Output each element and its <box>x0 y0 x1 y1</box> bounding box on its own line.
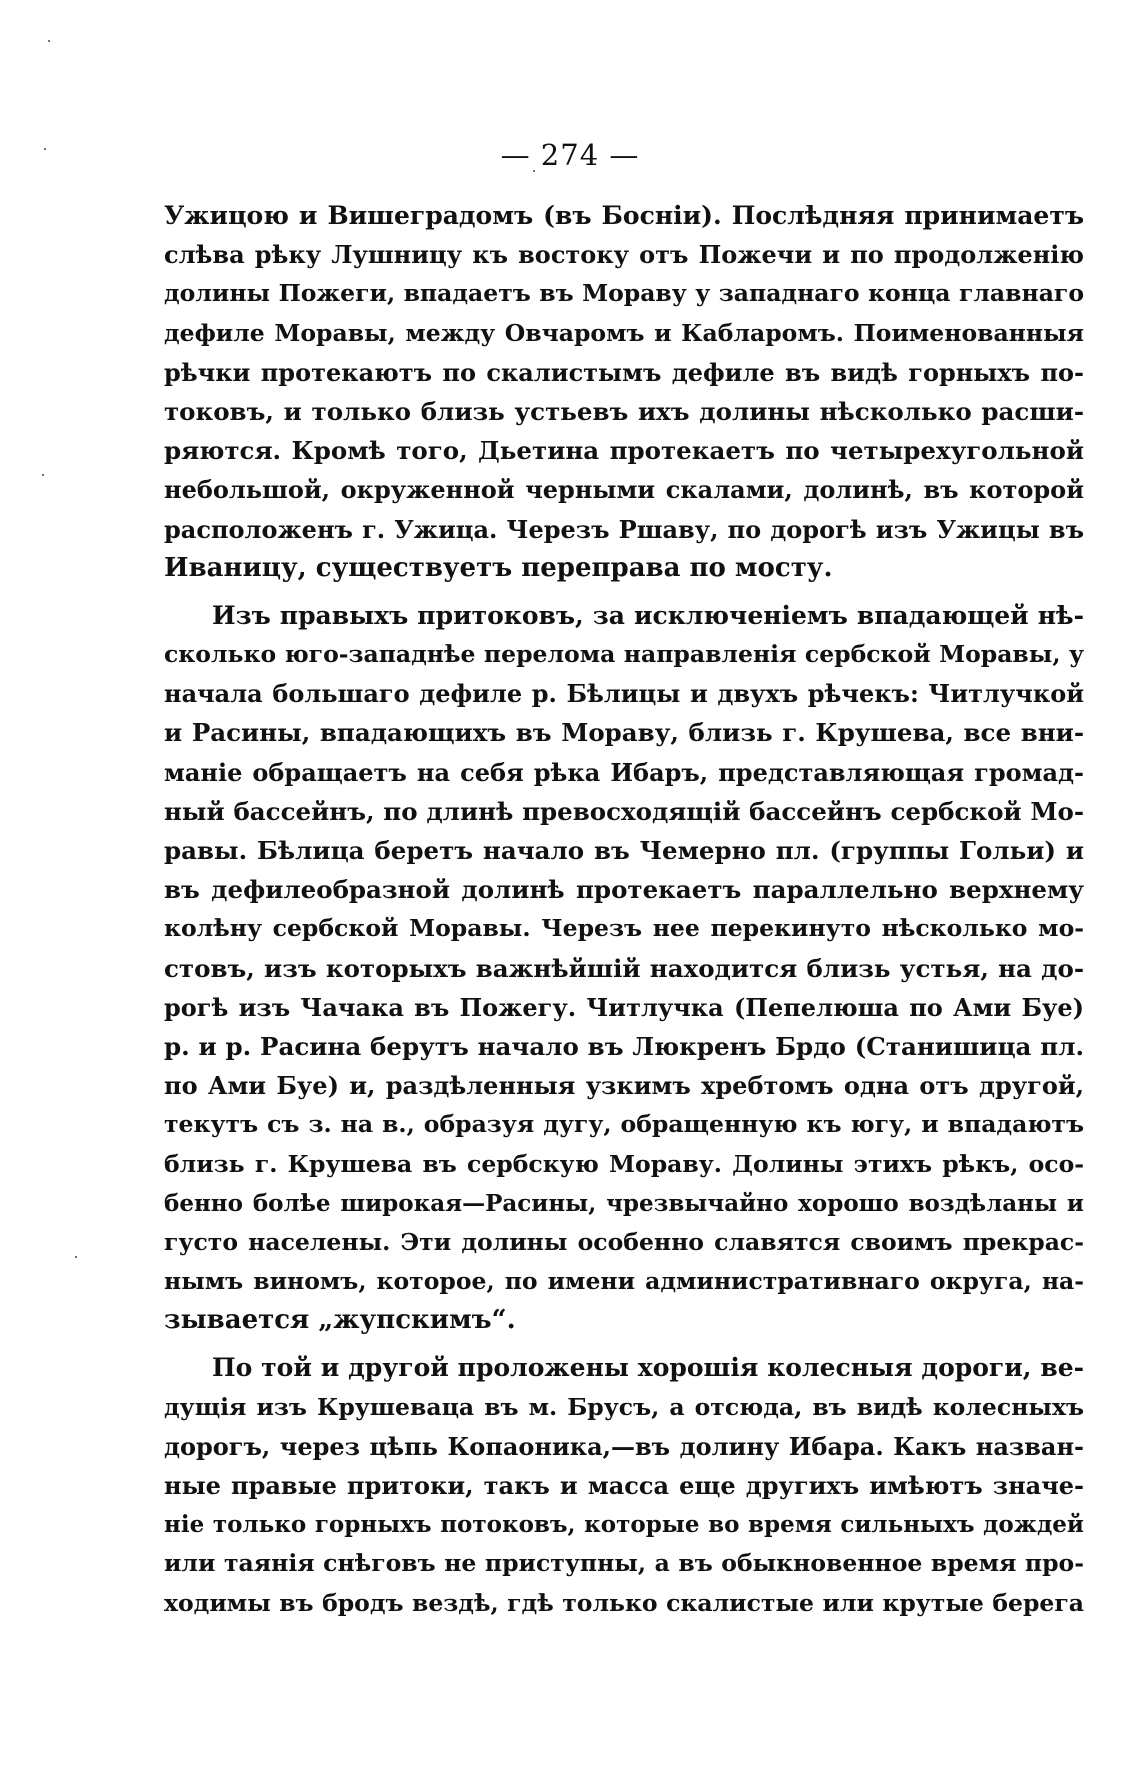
paragraph-2 <box>164 596 1084 1341</box>
text-line: по Ами Буе) и, раздѣленныя узкимъ хребтомъ одна отъ другой, <box>164 1071 1084 1101</box>
text-line: нымъ виномъ, которое, по имени административнаго округа, на- <box>164 1267 1084 1296</box>
text-body <box>164 196 1084 1623</box>
text-line: ходимы въ бродъ вездѣ, гдѣ только скалистые или крутые берега <box>164 1588 1084 1617</box>
text-line: долины Пожеги, впадаетъ въ Мораву у западнаго конца главнаго <box>164 279 1084 308</box>
text-line: рогѣ изъ Чачака въ Пожегу. Читлучка (Пепелюша по Ами Буе) <box>164 992 1084 1022</box>
text-line: зывается „жупскимъ“. <box>164 1305 516 1336</box>
text-line: въ дефилеобразной долинѣ протекаетъ параллельно верхнему <box>164 875 1084 905</box>
text-line: ные правые притоки, такъ и масса еще другихъ имѣютъ значе- <box>164 1471 1084 1500</box>
text-line: или таянія снѣговъ не приступны, а въ обыкновенное время про- <box>164 1549 1084 1578</box>
text-line: бенно болѣе широкая—Расины, чрезвычайно хорошо воздѣланы и <box>164 1189 1084 1217</box>
text-line: Ужицою и Вишеградомъ (въ Босніи). Послѣдняя принимаетъ <box>164 201 1084 230</box>
text-line: и Расины, впадающихъ въ Мораву, близь г. Крушева, все вни- <box>164 718 1084 748</box>
text-line: ряются. Кромѣ того, Дьетина протекаетъ по четырехугольной <box>164 436 1084 466</box>
scan-speck <box>75 1256 77 1258</box>
text-line: токовъ, и только близь устьевъ ихъ долины нѣсколько расши- <box>164 396 1084 426</box>
text-line: Изъ правыхъ притоковъ, за исключеніемъ впадающей нѣ- <box>212 600 1084 630</box>
text-line: густо населены. Эти долины особенно славятся своимъ прекрас- <box>164 1227 1084 1256</box>
text-line: сколько юго-западнѣе перелома направленія сербской Моравы, у <box>164 640 1084 669</box>
text-line: ный бассейнъ, по длинѣ превосходящій бассейнъ сербской Мо- <box>164 796 1084 826</box>
text-line: колѣну сербской Моравы. Черезъ нее перекинуто нѣсколько мо- <box>164 914 1084 943</box>
scan-speck <box>42 474 44 476</box>
text-line: небольшой, окруженной черными скалами, долинѣ, въ которой <box>164 475 1084 505</box>
text-line: дорогъ, через цѣпь Копаоника,—въ долину Ибара. Какъ назван- <box>164 1431 1084 1461</box>
text-line: ніе только горныхъ потоковъ, которые во время сильныхъ дождей <box>164 1511 1084 1539</box>
text-line: слѣва рѣку Лушницу къ востоку отъ Пожечи и по продолженію <box>164 240 1084 270</box>
paragraph-3 <box>164 1348 1084 1622</box>
text-line: Иваницу, существуетъ переправа по мосту. <box>164 552 833 583</box>
text-line: рѣчки протекаютъ по скалистымъ дефиле въ видѣ горныхъ по- <box>164 357 1084 387</box>
paragraph-1 <box>164 196 1084 588</box>
text-line: По той и другой проложены хорошія колесныя дороги, ве- <box>212 1353 1084 1383</box>
text-line: текутъ съ з. на в., образуя дугу, обращенную къ югу, и впадаютъ <box>164 1110 1084 1139</box>
text-line: дущія изъ Крушеваца въ м. Брусъ, а отсюда, въ видѣ колесныхъ <box>164 1392 1084 1421</box>
text-line: равы. Бѣлица беретъ начало въ Чемерно пл. (группы Гольи) и <box>164 836 1084 865</box>
text-line: р. и р. Расина берутъ начало въ Люкренъ Брдо (Станишица пл. <box>164 1031 1084 1061</box>
text-line: дефиле Моравы, между Овчаромъ и Кабларомъ. Поименованныя <box>164 318 1084 347</box>
text-line: стовъ, изъ которыхъ важнѣйшій находится близь устья, на до- <box>164 953 1084 983</box>
text-line: начала большаго дефиле р. Бѣлицы и двухъ рѣчекъ: Читлучкой <box>164 679 1084 709</box>
text-line: маніе обращаетъ на себя рѣка Ибаръ, представляющая громад- <box>164 757 1084 787</box>
text-line: близь г. Крушева въ сербскую Мораву. Долины этихъ рѣкъ, осо- <box>164 1149 1084 1178</box>
page-number: — 274 — <box>500 138 640 172</box>
scan-speck <box>48 40 50 42</box>
text-line: расположенъ г. Ужица. Черезъ Ршаву, по дорогѣ изъ Ужицы въ <box>164 514 1084 544</box>
